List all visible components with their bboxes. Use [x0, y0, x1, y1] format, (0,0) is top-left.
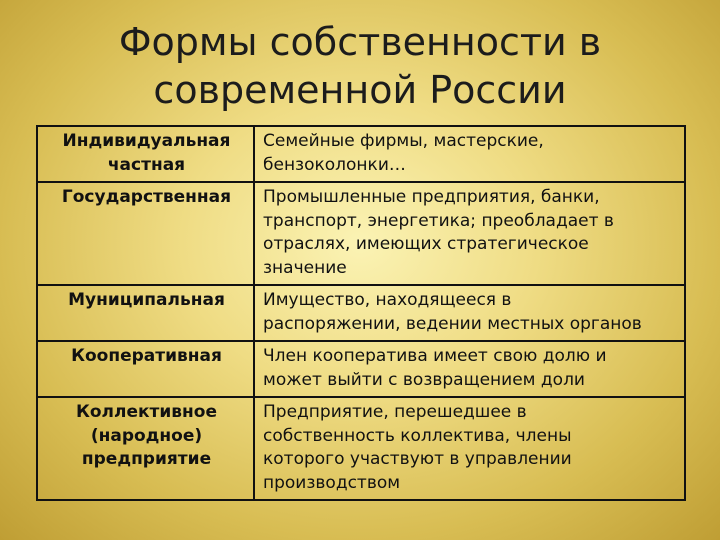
ownership-type-cell	[37, 285, 254, 341]
cell-line: (народное)	[90, 425, 203, 446]
ownership-type-cell	[37, 182, 254, 285]
cell-line: отраслях, имеющих стратегическое	[263, 234, 589, 254]
cell-line: бензоколонки…	[263, 154, 406, 175]
cell-line: Предприятие, перешедшее в	[263, 402, 527, 422]
slide-title-line-1: Формы собственности в	[118, 20, 602, 64]
table-row	[37, 182, 685, 285]
ownership-description-cell	[254, 341, 685, 397]
ownership-description-cell	[254, 285, 685, 341]
cell-line: может выйти с возвращением доли	[263, 369, 585, 390]
ownership-type-cell	[37, 126, 254, 182]
cell-line: Промышленные предприятия, банки,	[263, 187, 600, 207]
cell-line: Государственная	[61, 187, 232, 207]
table-row	[37, 126, 685, 182]
cell-line: распоряжении, ведении местных органов	[263, 313, 642, 334]
cell-line: производством	[263, 472, 401, 493]
cell-line: Коллективное	[75, 402, 218, 422]
ownership-type-cell	[37, 341, 254, 397]
slide-title-line-2: современной России	[153, 68, 567, 112]
ownership-description-cell	[254, 397, 685, 500]
table-row	[37, 397, 685, 500]
ownership-description-cell	[254, 126, 685, 182]
slide-title	[0, 18, 720, 114]
table-row	[37, 285, 685, 341]
cell-line: Муниципальная	[68, 290, 225, 310]
cell-line: транспорт, энергетика; преобладает в	[263, 210, 614, 231]
cell-line: Имущество, находящееся в	[263, 290, 512, 310]
cell-line: частная	[107, 154, 186, 175]
ownership-forms-table	[36, 125, 686, 501]
table-row	[37, 341, 685, 397]
cell-line: Член кооператива имеет свою долю и	[263, 346, 607, 366]
ownership-description-cell	[254, 182, 685, 285]
cell-line: которого участвуют в управлении	[263, 449, 572, 469]
cell-line: собственность коллектива, члены	[263, 425, 572, 446]
cell-line: Семейные фирмы, мастерские,	[263, 131, 544, 151]
cell-line: Кооперативная	[71, 346, 222, 366]
cell-line: Индивидуальная	[62, 131, 231, 151]
ownership-type-cell	[37, 397, 254, 500]
cell-line: значение	[263, 257, 347, 278]
cell-line: предприятие	[81, 449, 212, 469]
